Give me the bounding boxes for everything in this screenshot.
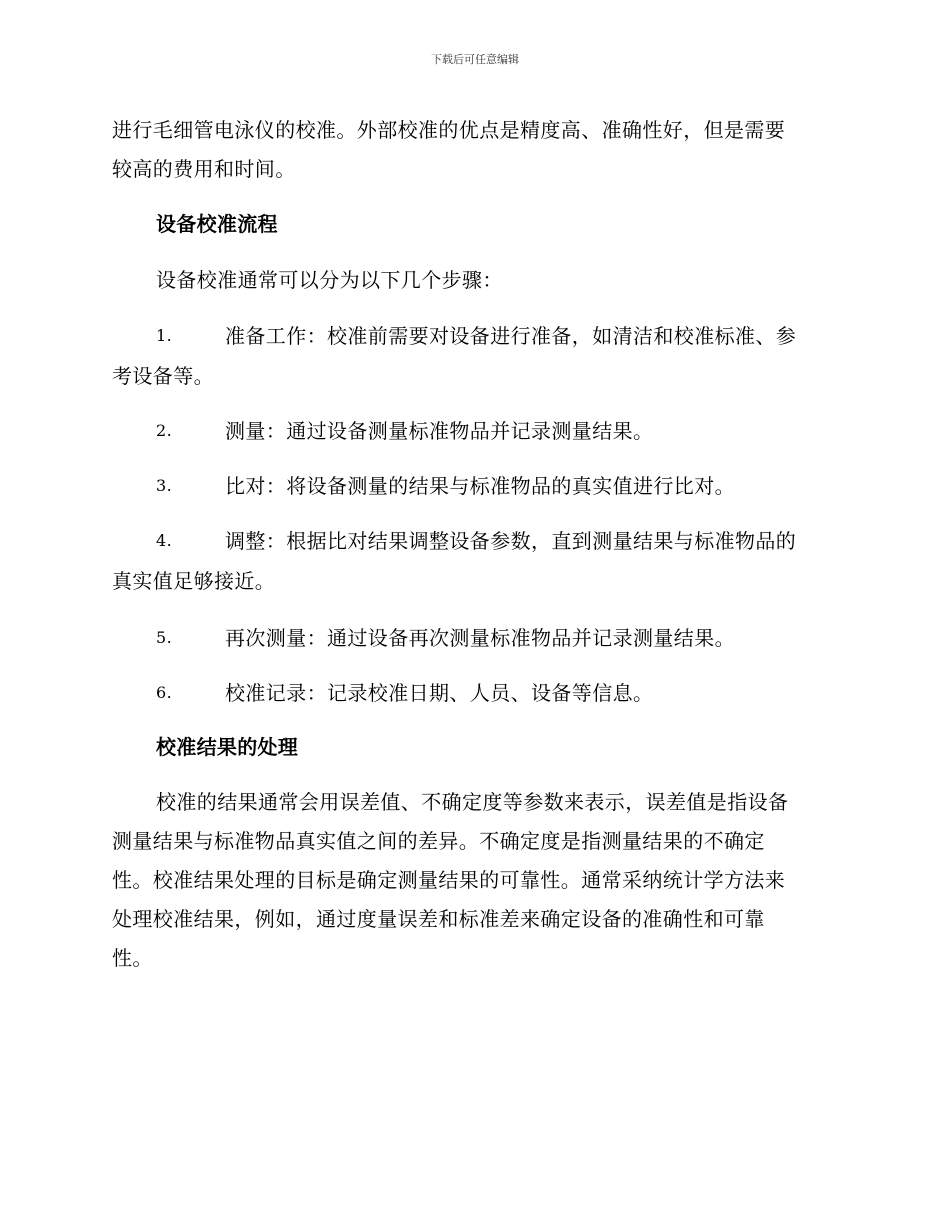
list-item-step-4 bbox=[112, 521, 837, 601]
list-item-step-1 bbox=[112, 316, 837, 396]
intro-line-1: 进行毛细管电泳仪的校准。外部校准的优点是精度高、准确性好，但是需要 bbox=[112, 118, 786, 142]
step-number: 4. bbox=[156, 531, 173, 550]
step-number: 3. bbox=[156, 476, 173, 495]
step-number: 6. bbox=[156, 683, 173, 702]
result-line-2: 测量结果与标准物品真实值之间的差异。不确定度是指测量结果的不确定 bbox=[112, 829, 765, 853]
step-text-line-1: 再次测量：通过设备再次测量标准物品并记录测量结果。 bbox=[225, 626, 735, 650]
list-item-step-6 bbox=[112, 673, 837, 713]
intro-paragraph bbox=[112, 111, 837, 189]
step-text-line-2: 考设备等。 bbox=[112, 364, 214, 388]
step-text-line-2: 真实值足够接近。 bbox=[112, 569, 276, 593]
intro-line-2: 较高的费用和时间。 bbox=[112, 157, 296, 181]
step-text-line-1: 比对：将设备测量的结果与标准物品的真实值进行比对。 bbox=[225, 474, 735, 498]
result-line-1-text: 校准的结果通常会用误差值、不确定度等参数来表示，误差值是指设备 bbox=[156, 790, 789, 814]
result-line-3: 性。校准结果处理的目标是确定测量结果的可靠性。通常采纳统计学方法来 bbox=[112, 868, 786, 892]
section-heading-calibration-process: 设备校准流程 bbox=[156, 212, 278, 236]
step-number: 5. bbox=[156, 628, 173, 647]
step-text-line-1: 调整：根据比对结果调整设备参数，直到测量结果与标准物品的 bbox=[225, 529, 797, 553]
result-paragraph bbox=[112, 783, 837, 978]
step-text-line-1: 测量：通过设备测量标准物品并记录测量结果。 bbox=[225, 419, 654, 443]
section-lead-text: 设备校准通常可以分为以下几个步骤： bbox=[156, 268, 503, 292]
list-item-step-2 bbox=[112, 411, 837, 451]
step-number: 1. bbox=[156, 326, 173, 345]
step-text-line-1: 准备工作：校准前需要对设备进行准备，如清洁和校准标准、参 bbox=[225, 324, 797, 348]
list-item-step-5 bbox=[112, 618, 837, 658]
page-header-note: 下载后可任意编辑 bbox=[431, 53, 519, 66]
step-number: 2. bbox=[156, 421, 173, 440]
section-heading-result-processing: 校准结果的处理 bbox=[156, 735, 299, 759]
step-text-line-1: 校准记录：记录校准日期、人员、设备等信息。 bbox=[225, 681, 654, 705]
result-line-1 bbox=[112, 783, 837, 822]
result-line-5: 性。 bbox=[112, 946, 153, 970]
result-line-4: 处理校准结果，例如，通过度量误差和标准差来确定设备的准确性和可靠 bbox=[112, 907, 765, 931]
list-item-step-3 bbox=[112, 466, 837, 506]
